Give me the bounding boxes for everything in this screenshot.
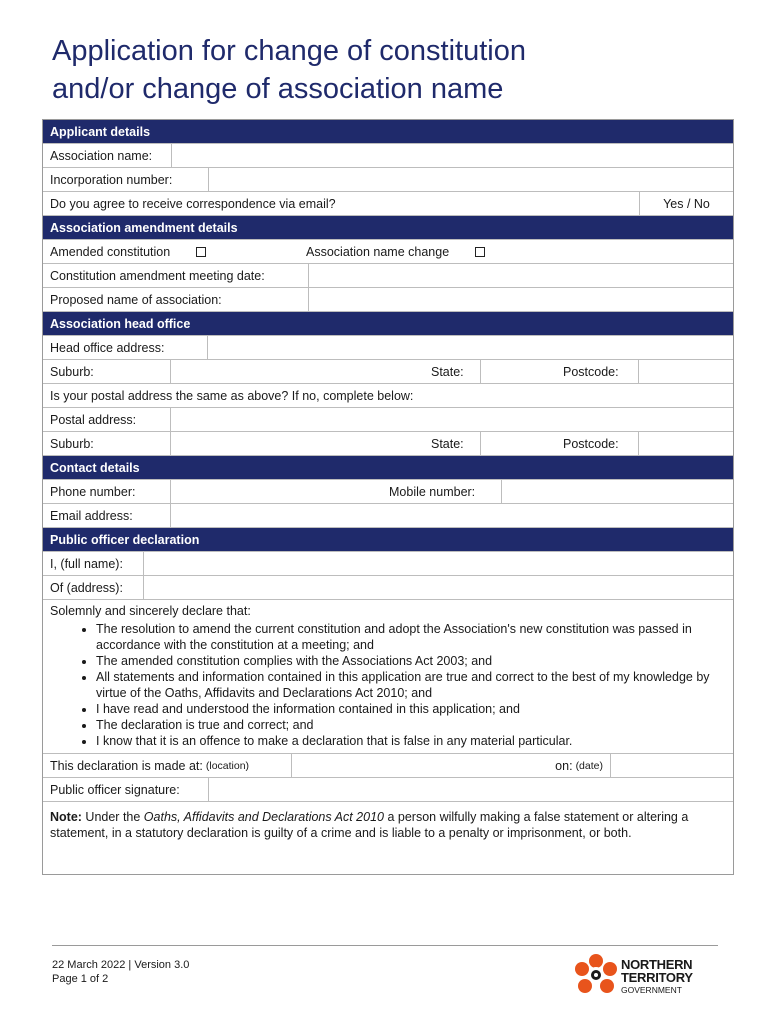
row-head-office-address	[43, 336, 733, 360]
phone-label: Phone number:	[50, 484, 136, 499]
declaration-list	[50, 621, 726, 749]
incorporation-number-label: Incorporation number:	[50, 172, 173, 187]
section-header-contact: Contact details	[43, 456, 733, 480]
row-postal-address	[43, 408, 733, 432]
title-line-2: and/or change of association name	[52, 73, 504, 105]
proposed-name-label: Proposed name of association:	[50, 292, 222, 307]
declaration-item: • The resolution to amend the current constitution and adopt the Association's new constitution was passed in accordance with the constitution at a meeting; and	[96, 621, 726, 653]
state-field[interactable]	[480, 360, 556, 383]
logo-line-3: GOVERNMENT	[621, 985, 682, 995]
signature-field[interactable]	[208, 778, 733, 801]
location-hint: (location)	[205, 759, 250, 772]
legal-note	[43, 802, 733, 874]
of-address-label: Of (address):	[50, 580, 123, 595]
postal-suburb-label: Suburb:	[50, 436, 94, 451]
declaration-item: • The declaration is true and correct; and	[96, 717, 726, 733]
note-text-before: Under the	[81, 810, 144, 824]
postal-address-label: Postal address:	[50, 412, 137, 427]
application-form	[42, 119, 734, 875]
footer-version: 22 March 2022 | Version 3.0	[52, 959, 190, 971]
declaration-item: • The amended constitution complies with the Associations Act 2003; and	[96, 653, 726, 669]
row-proposed-name	[43, 288, 733, 312]
full-name-field[interactable]	[143, 552, 733, 575]
row-suburb	[43, 360, 733, 384]
row-incorporation-number	[43, 168, 733, 192]
location-field[interactable]	[291, 754, 528, 777]
postal-suburb-field[interactable]	[170, 432, 424, 455]
name-change-checkbox[interactable]	[475, 247, 485, 257]
row-amendment-type	[43, 240, 733, 264]
full-name-label: I, (full name):	[50, 556, 123, 571]
mobile-field[interactable]	[501, 480, 733, 503]
footer	[52, 958, 189, 986]
postcode-label: Postcode:	[563, 364, 619, 379]
postcode-field[interactable]	[638, 360, 733, 383]
section-header-applicant: Applicant details	[43, 120, 733, 144]
declaration-item: • I know that it is an offence to make a declaration that is false in any material particular.	[96, 733, 726, 749]
amended-constitution-option	[43, 240, 299, 263]
meeting-date-field[interactable]	[308, 264, 733, 287]
phone-field[interactable]	[170, 480, 382, 503]
note-act-name: Oaths, Affidavits and Declarations Act 2010	[143, 810, 384, 824]
section-header-head-office: Association head office	[43, 312, 733, 336]
declaration-intro: Solemnly and sincerely declare that:	[50, 604, 251, 618]
of-address-field[interactable]	[143, 576, 733, 599]
row-declaration-made-at	[43, 754, 733, 778]
meeting-date-label: Constitution amendment meeting date:	[50, 268, 265, 283]
postal-state-label: State:	[431, 436, 464, 451]
proposed-name-field[interactable]	[308, 288, 733, 311]
suburb-field[interactable]	[170, 360, 424, 383]
signature-label: Public officer signature:	[50, 782, 180, 797]
date-hint: (date)	[575, 759, 603, 772]
head-office-address-label: Head office address:	[50, 340, 165, 355]
name-change-option	[299, 240, 492, 263]
page-title	[52, 32, 732, 108]
email-consent-question: Do you agree to receive correspondence via email?	[50, 196, 336, 211]
declaration-item: • All statements and information contained in this application are true and correct to the best of my knowledge by virtue of the Oaths, Affidavits and Declarations Act 2010; and	[96, 669, 726, 701]
mobile-label: Mobile number:	[389, 484, 476, 499]
postal-state-field[interactable]	[480, 432, 556, 455]
row-postal-question	[43, 384, 733, 408]
suburb-label: Suburb:	[50, 364, 94, 379]
note-text-after: a person wilfully making a false statement or altering a statement, in a statutory declaration is guilty of a crime and is liable to a penalty or imprisonment, or both.	[50, 810, 689, 840]
nt-government-logo	[573, 953, 713, 1001]
head-office-address-field[interactable]	[207, 336, 733, 359]
postal-postcode-field[interactable]	[638, 432, 733, 455]
row-of-address	[43, 576, 733, 600]
row-postal-suburb	[43, 432, 733, 456]
logo-wordmark	[621, 958, 693, 984]
amended-constitution-checkbox[interactable]	[196, 247, 206, 257]
on-text: on:	[555, 758, 573, 773]
row-full-name	[43, 552, 733, 576]
email-field[interactable]	[170, 504, 733, 527]
state-label: State:	[431, 364, 464, 379]
incorporation-number-field[interactable]	[208, 168, 733, 191]
row-email	[43, 504, 733, 528]
association-name-field[interactable]	[171, 144, 733, 167]
made-at-label	[43, 754, 291, 777]
declaration-item: • I have read and understood the information contained in this application; and	[96, 701, 726, 717]
postal-postcode-label: Postcode:	[563, 436, 619, 451]
email-consent-yes-no[interactable]: Yes / No	[639, 192, 733, 215]
email-label: Email address:	[50, 508, 133, 523]
on-date-label	[528, 754, 610, 777]
row-signature	[43, 778, 733, 802]
name-change-label: Association name change	[306, 244, 450, 259]
postal-question: Is your postal address the same as above? If no, complete below:	[50, 388, 414, 403]
row-phone	[43, 480, 733, 504]
note-label: Note:	[50, 810, 82, 824]
row-meeting-date	[43, 264, 733, 288]
made-at-text: This declaration is made at:	[50, 758, 203, 773]
association-name-label: Association name:	[50, 148, 153, 163]
flower-emblem-icon	[573, 953, 619, 999]
title-line-1: Application for change of constitution	[52, 35, 526, 67]
declaration-statement	[43, 600, 733, 754]
logo-line-1: NORTHERN	[621, 957, 693, 972]
section-header-amendment: Association amendment details	[43, 216, 733, 240]
logo-line-2: TERRITORY	[621, 970, 693, 985]
section-header-declaration: Public officer declaration	[43, 528, 733, 552]
postal-address-field[interactable]	[170, 408, 733, 431]
footer-page-number: Page 1 of 2	[52, 973, 109, 985]
row-association-name	[43, 144, 733, 168]
date-field[interactable]	[610, 754, 733, 777]
row-email-consent	[43, 192, 733, 216]
footer-divider	[52, 945, 718, 946]
amended-constitution-label: Amended constitution	[50, 244, 171, 259]
